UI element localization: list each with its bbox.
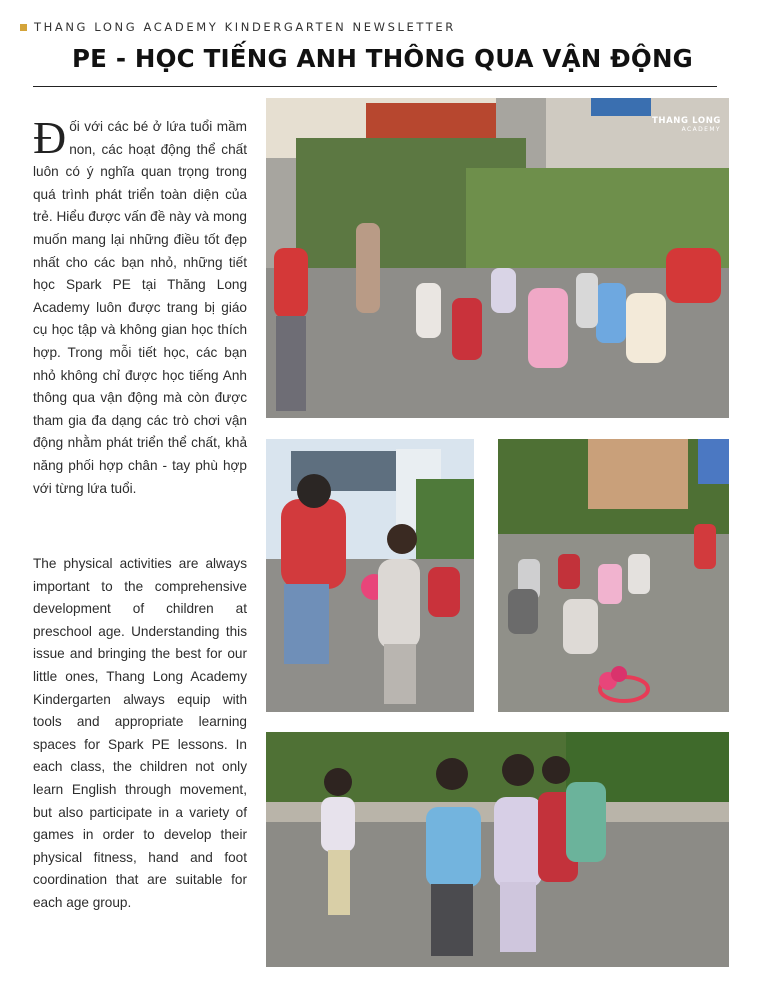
logo-line1: THANG LONG	[652, 116, 721, 126]
english-text: The physical activities are always important to the comprehensive development of children at preschool age. Understanding this issue and bringing the best for our little ones, Thang Long Academy Kindergarten always equip with tools and appropriate learning spaces for Spark PE lessons. In each class, the children not only learn English through movement, but also participate in a variety of games in order to develop their physical fitness, hand and foot coordination that are suitable for each age group.	[33, 556, 247, 910]
header-square-icon	[20, 24, 27, 31]
photo-hoop-game	[498, 439, 729, 712]
photo-teacher-ball	[266, 439, 474, 712]
title-divider	[33, 86, 717, 87]
page-title: PE - HỌC TIẾNG ANH THÔNG QUA VẬN ĐỘNG	[72, 44, 693, 73]
photo-walking-children	[266, 732, 729, 967]
vietnamese-paragraph	[33, 112, 247, 500]
photo-circle-game	[266, 98, 729, 418]
newsletter-label: THANG LONG ACADEMY KINDERGARTEN NEWSLETTER	[34, 20, 456, 34]
school-logo	[652, 116, 721, 133]
english-paragraph	[33, 553, 247, 915]
vietnamese-text: ối với các bé ở lứa tuổi mầm non, các hoạt động thể chất luôn có ý nghĩa quan trọng trong quá trình phát triển toàn diện của trẻ. Hiểu được vấn đề này và mong muốn mang lại những điều tốt đẹp nhất cho các bạn nhỏ, những tiết học Spark PE tại Thăng Long Academy luôn được trang bị giáo cụ học tập và không gian học thích hợp. Trong mỗi tiết học, các bạn nhỏ không chỉ được học tiếng Anh thông qua vận động mà còn được tham gia đa dạng các trò chơi vận động nhằm phát triển thể chất, khả năng phối hợp chân - tay phù hợp với từng lứa tuổi.	[33, 119, 247, 496]
logo-line2: ACADEMY	[681, 126, 721, 133]
dropcap-letter: Đ	[33, 112, 67, 163]
newsletter-header	[20, 18, 456, 36]
